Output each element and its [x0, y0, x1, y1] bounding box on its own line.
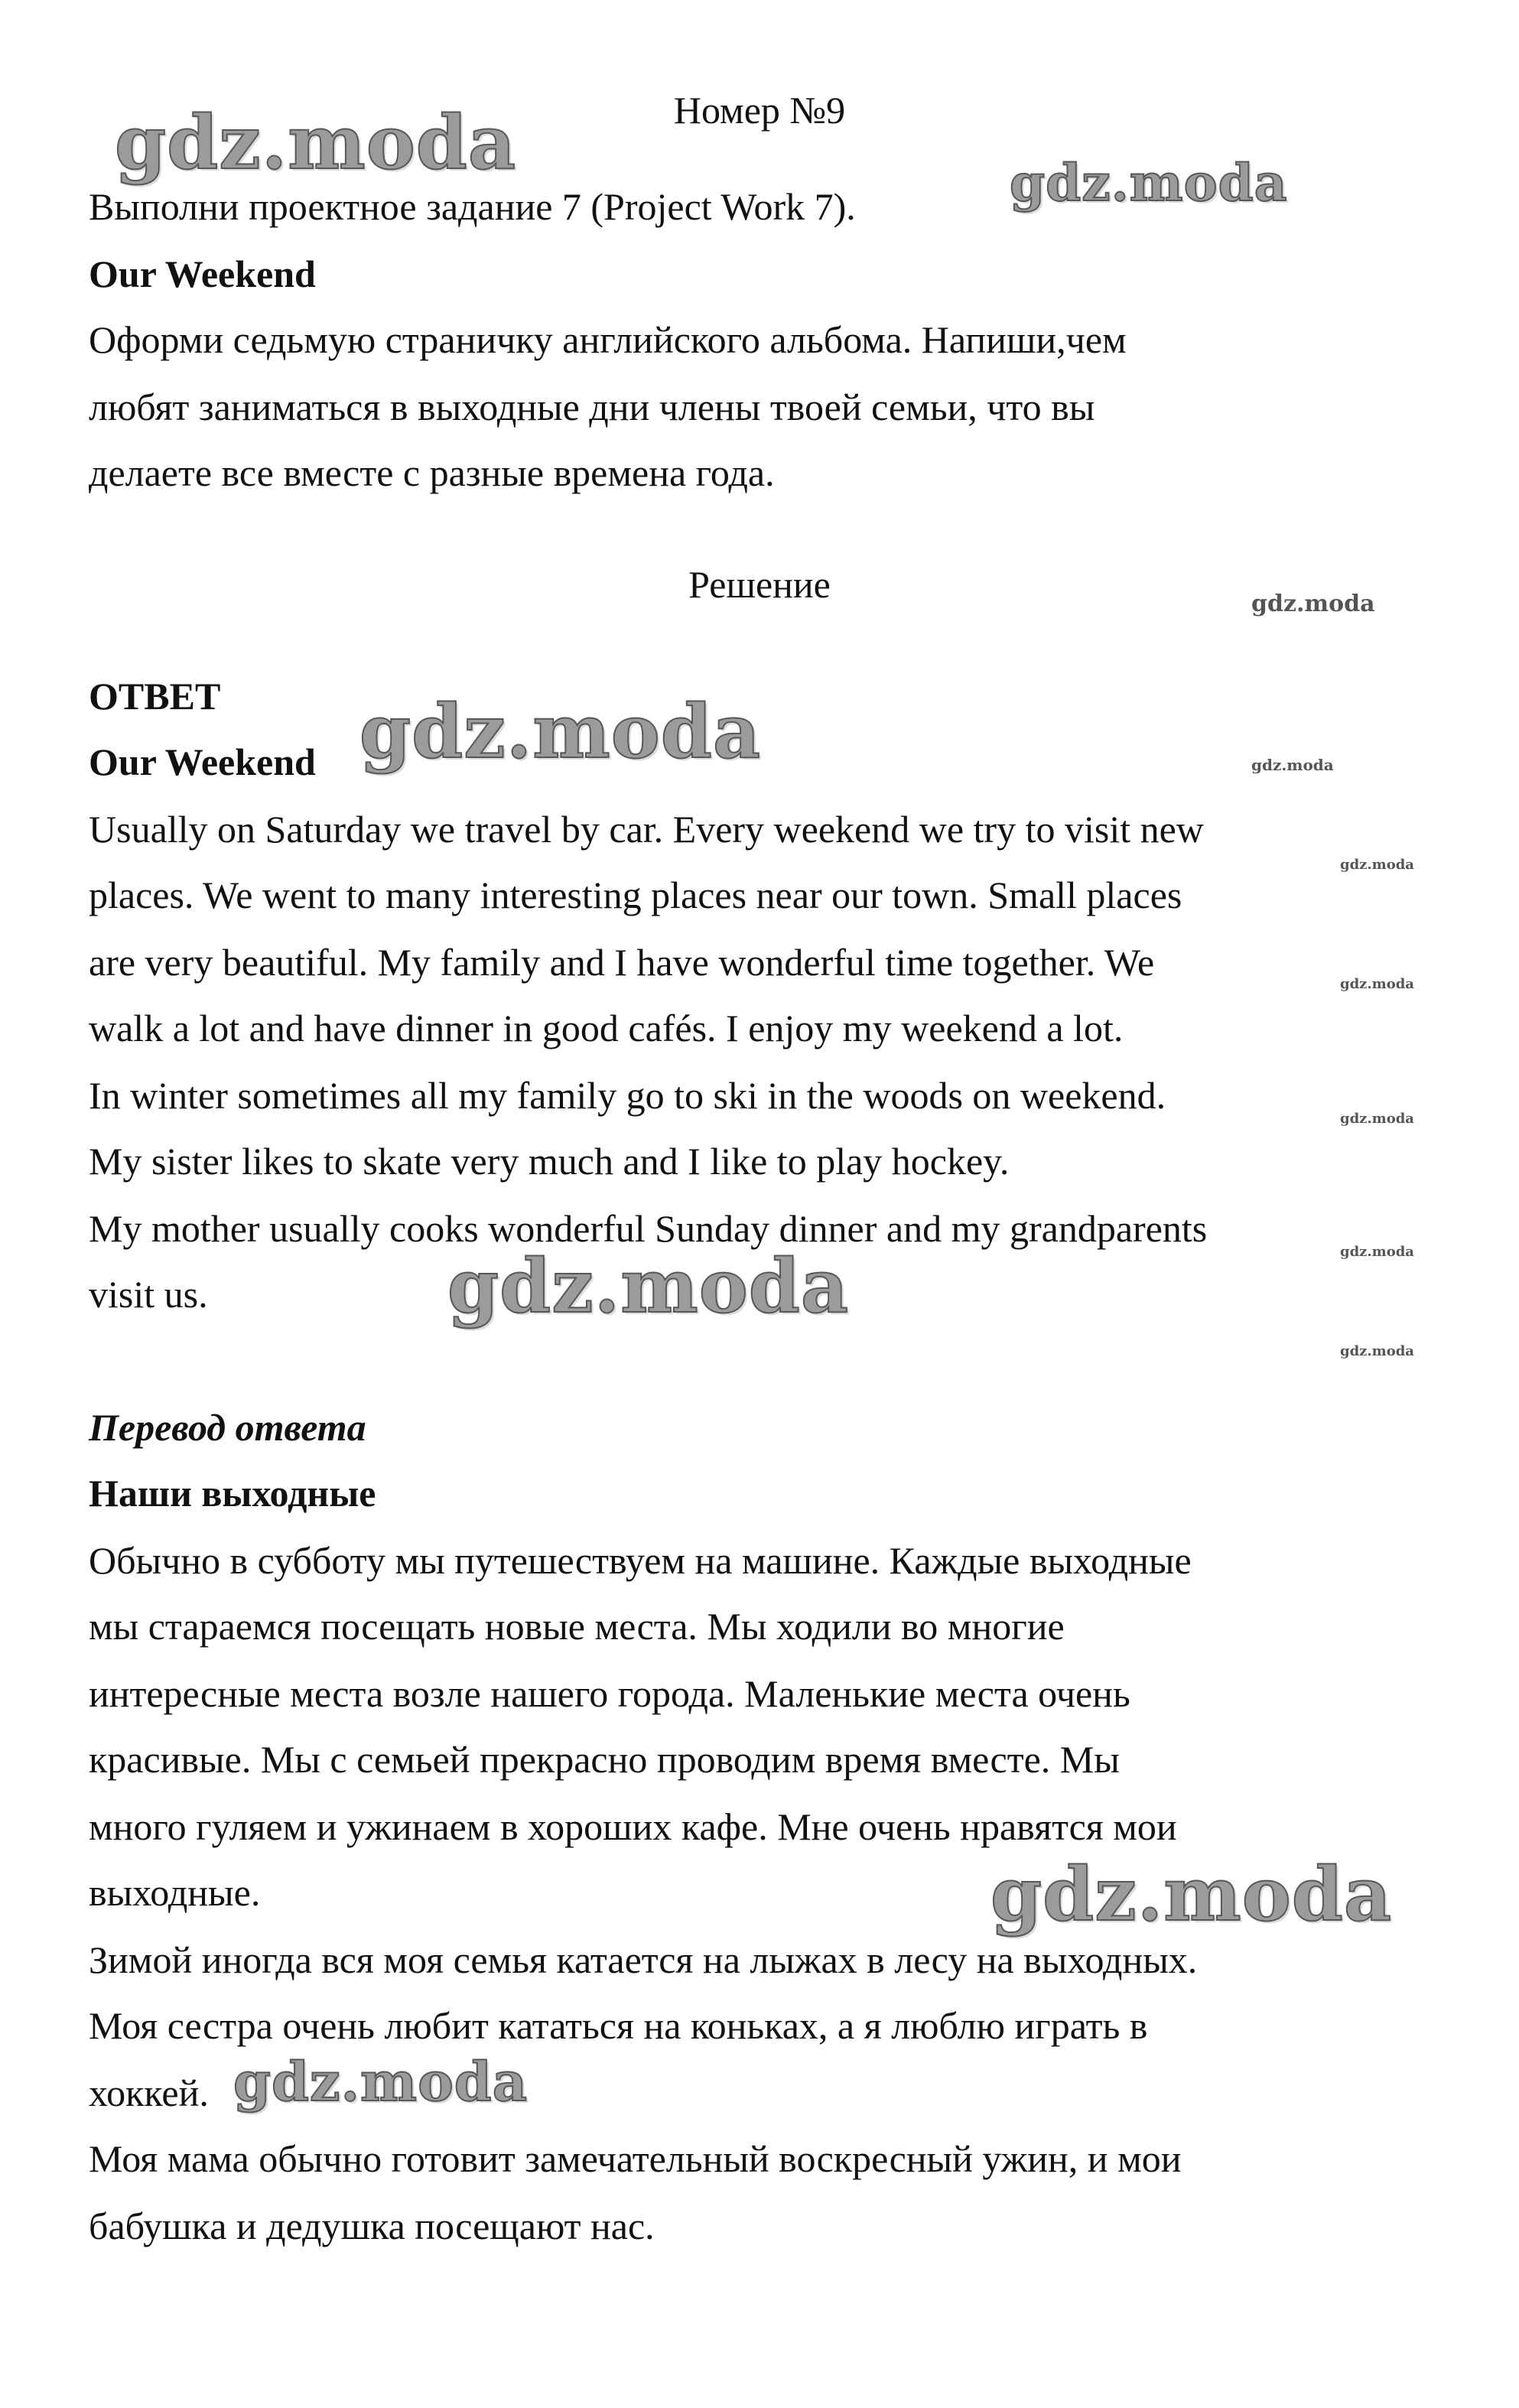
translation-line: Обычно в субботу мы путешествуем на машине. Каждые выходные — [89, 1539, 1192, 1582]
task-line: делаете все вместе с разные времена года. — [89, 451, 775, 494]
watermark: gdz.moda — [1010, 153, 1288, 213]
translation-line: бабушка и дедушка посещают нас. — [89, 2205, 655, 2247]
watermark: gdz.moda — [990, 1851, 1393, 1938]
translation-heading: Наши выходные — [89, 1472, 376, 1515]
translation-line: Зимой иногда вся моя семья катается на лыжах в лесу на выходных. — [89, 1938, 1198, 1981]
answer-line: My sister likes to skate very much and I like to play hockey. — [89, 1140, 1010, 1183]
answer-line: walk a lot and have dinner in good cafés. I enjoy my weekend a lot. — [89, 1007, 1124, 1049]
translation-line: мы стараемся посещать новые места. Мы ходили во многие — [89, 1605, 1065, 1648]
answer-line: visit us. — [89, 1273, 208, 1316]
watermark-small: gdz.moda — [1340, 857, 1414, 873]
translation-label: Перевод ответа — [89, 1406, 366, 1449]
answer-line: places. We went to many interesting places near our town. Small places — [89, 874, 1182, 916]
task-heading: Our Weekend — [89, 252, 316, 295]
translation-line: выходные. — [89, 1871, 261, 1914]
watermark-small: gdz.moda — [1340, 1111, 1414, 1127]
page-title: Номер №9 — [673, 89, 846, 132]
watermark-small: gdz.moda — [1340, 1343, 1414, 1359]
translation-line: хоккей. — [89, 2071, 209, 2114]
task-instruction: Выполни проектное задание 7 (Project Work 7). — [89, 185, 856, 228]
answer-heading: Our Weekend — [89, 740, 316, 783]
answer-line: My mother usually cooks wonderful Sunday dinner and my grandparents — [89, 1207, 1208, 1250]
watermark: gdz.moda — [359, 688, 762, 775]
answer-line: Usually on Saturday we travel by car. Every weekend we try to visit new — [89, 808, 1204, 851]
solution-label: Решение — [688, 563, 831, 606]
watermark: gdz.moda — [233, 2050, 529, 2114]
translation-line: Моя мама обычно готовит замечательный воскресный ужин, и мои — [89, 2137, 1182, 2180]
translation-line: красивые. Мы с семьей прекрасно проводим время вместе. Мы — [89, 1738, 1120, 1781]
translation-line: интересные места возле нашего города. Маленькие места очень — [89, 1672, 1130, 1715]
watermark-small: gdz.moda — [1251, 756, 1334, 774]
watermark-small: gdz.moda — [1251, 591, 1375, 617]
translation-line: Моя сестра очень любит кататься на коньках, а я люблю играть в — [89, 2004, 1148, 2047]
watermark-small: gdz.moda — [1340, 976, 1414, 992]
task-line: Оформи седьмую страничку английского альбома. Напиши,чем — [89, 318, 1127, 361]
translation-line: много гуляем и ужинаем в хороших кафе. Мне очень нравятся мои — [89, 1805, 1177, 1848]
answer-line: In winter sometimes all my family go to ski in the woods on weekend. — [89, 1074, 1166, 1117]
watermark-small: gdz.moda — [1340, 1244, 1414, 1260]
task-line: любят заниматься в выходные дни члены твоей семьи, что вы — [89, 386, 1095, 428]
watermark: gdz.moda — [115, 99, 517, 186]
watermark: gdz.moda — [447, 1243, 850, 1329]
answer-label: ОТВЕТ — [89, 675, 221, 718]
answer-line: are very beautiful. My family and I have wonderful time together. We — [89, 941, 1155, 984]
